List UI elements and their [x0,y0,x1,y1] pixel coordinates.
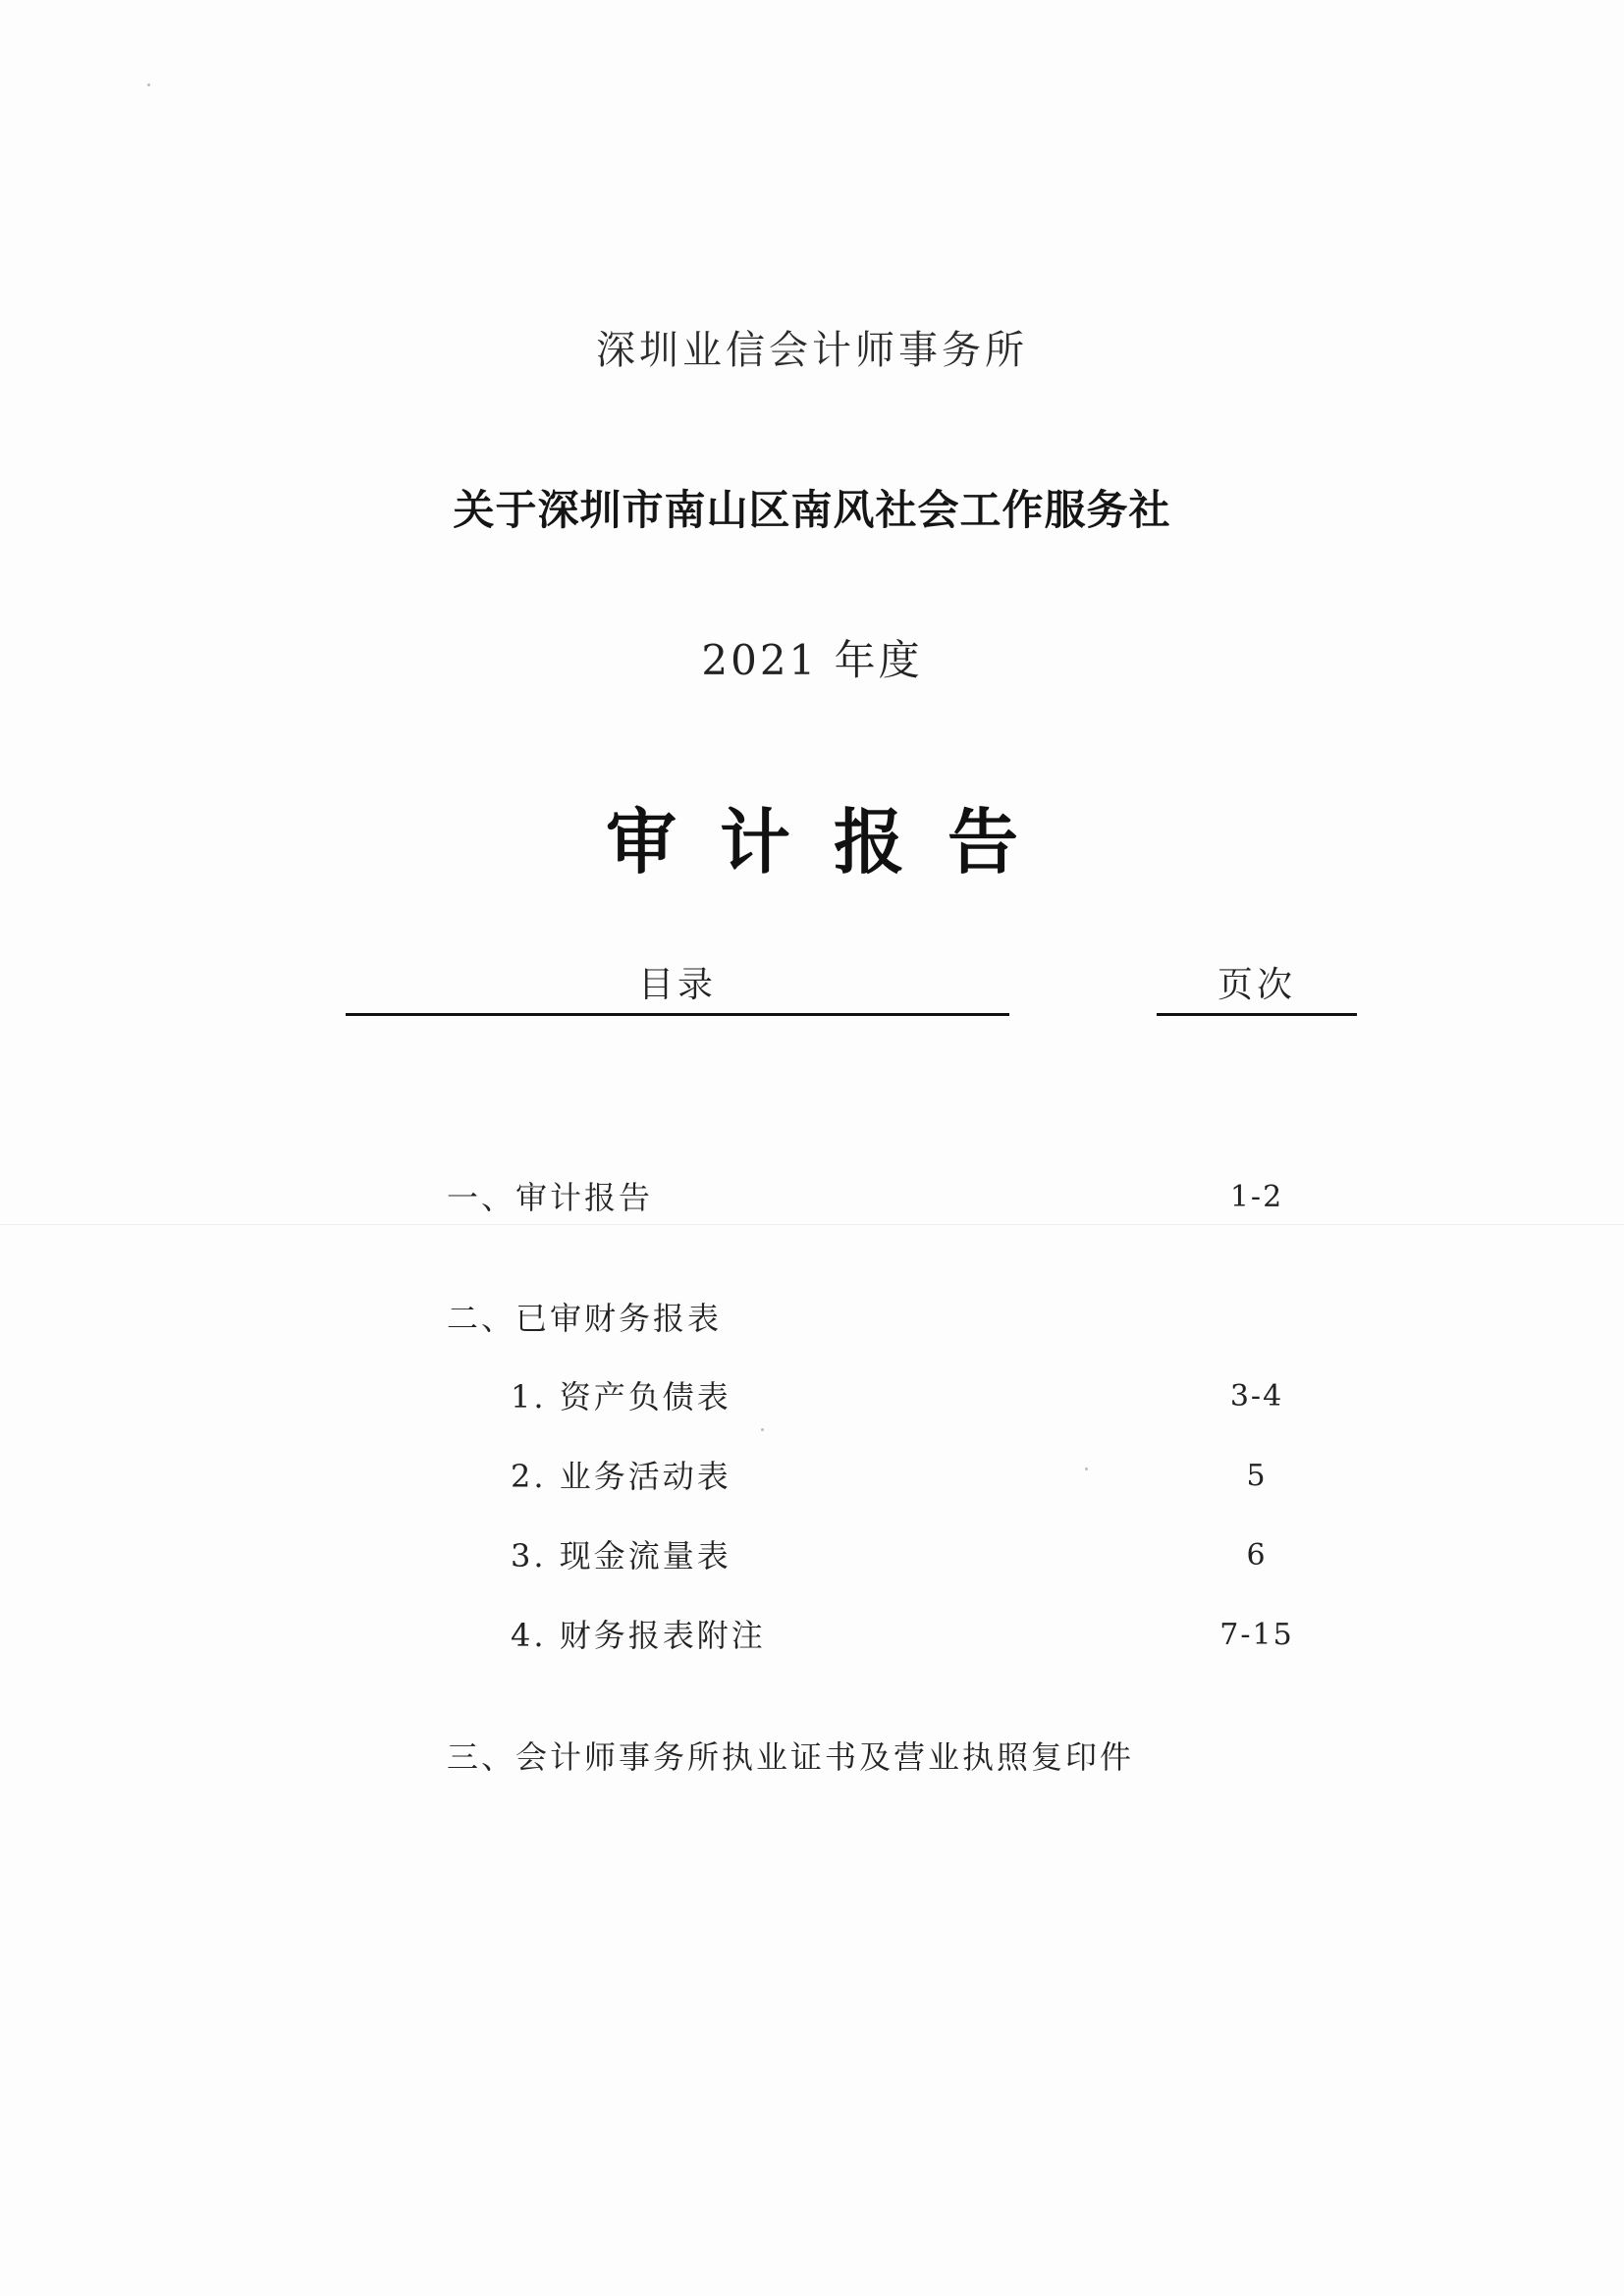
scan-speck [147,83,150,86]
firm-name: 深圳业信会计师事务所 [596,328,1028,373]
report-year: 2021 年度 [701,636,923,684]
toc-entry-audit-report [0,1173,1624,1222]
toc-entry-financial-statements [0,1294,1624,1343]
scan-fold-line [0,1224,1624,1225]
toc-entry-label: 3. 现金流量表 [511,1537,731,1575]
toc-entry-label: 二、已审财务报表 [447,1300,723,1337]
toc-entry-label: 三、会计师事务所执业证书及营业执照复印件 [447,1738,1135,1776]
toc-entry-balance-sheet [0,1372,1624,1421]
toc-contents-header: 目录 [346,962,1009,1016]
toc-entry-pages: 1-2 [1229,1180,1284,1214]
toc-entry-activity-statement [0,1452,1624,1501]
toc-entry-pages: 3-4 [1229,1379,1284,1414]
toc-entry-pages: 5 [1246,1459,1268,1493]
toc-entry-licenses [0,1733,1624,1782]
toc-entry-pages: 7-15 [1219,1618,1294,1652]
toc-entry-label: 1. 资产负债表 [511,1378,731,1415]
report-title: 审计报告 [605,800,1061,883]
toc-entry-cash-flow [0,1531,1624,1580]
toc-entry-notes [0,1611,1624,1660]
scan-speck [761,1428,764,1431]
toc-entry-label: 一、审计报告 [447,1179,654,1216]
toc-entry-label: 4. 财务报表附注 [511,1617,766,1654]
toc-entry-pages: 6 [1246,1538,1268,1573]
toc-pages-header: 页次 [1157,962,1357,1016]
report-subject: 关于深圳市南山区南风社会工作服务社 [453,486,1171,534]
toc-entry-label: 2. 业务活动表 [511,1458,731,1495]
